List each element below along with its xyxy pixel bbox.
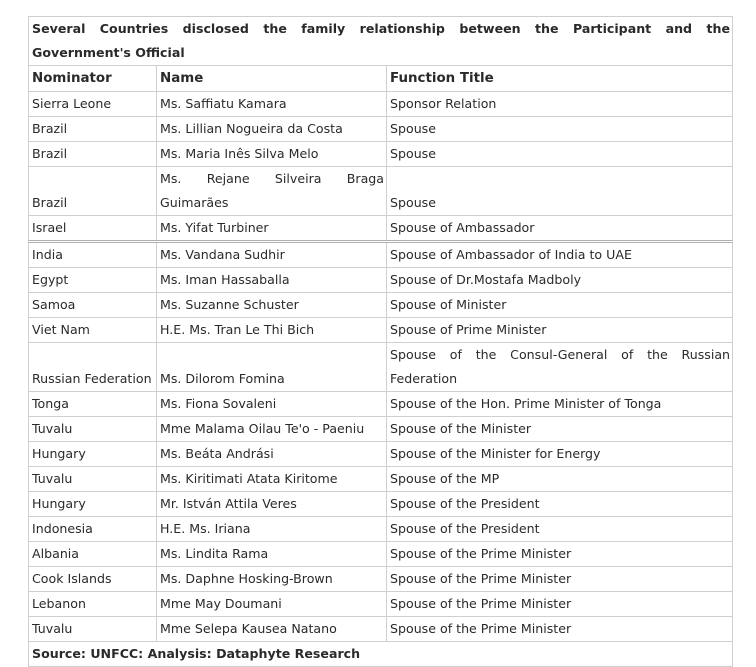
function-title-cell: Spouse — [387, 117, 733, 142]
function-title-cell: Spouse of the Minister for Energy — [387, 442, 733, 467]
function-title-cell: Spouse of the Minister — [387, 417, 733, 442]
nominator-cell: Egypt — [29, 268, 157, 293]
nominator-cell: Samoa — [29, 293, 157, 318]
name-cell: Ms. Saffiatu Kamara — [157, 92, 387, 117]
nominator-cell: Albania — [29, 542, 157, 567]
name-cell: Ms. Dilorom Fomina — [157, 343, 387, 392]
nominator-cell: Brazil — [29, 117, 157, 142]
name-cell: Ms. Lindita Rama — [157, 542, 387, 567]
table-row — [29, 293, 733, 318]
column-header-nominator: Nominator — [29, 66, 157, 92]
nominator-cell: Tuvalu — [29, 617, 157, 642]
table-source-row — [29, 642, 733, 667]
function-title-cell: Spouse of the Prime Minister — [387, 617, 733, 642]
name-cell: Mme Selepa Kausea Natano — [157, 617, 387, 642]
function-title-cell: Spouse of the Prime Minister — [387, 592, 733, 617]
table-row — [29, 617, 733, 642]
table-row — [29, 567, 733, 592]
name-cell: Mme Malama Oilau Te'o - Paeniu — [157, 417, 387, 442]
table-row — [29, 92, 733, 117]
nominator-cell: Cook Islands — [29, 567, 157, 592]
nominator-cell: Indonesia — [29, 517, 157, 542]
function-title-cell: Spouse of the President — [387, 492, 733, 517]
name-cell: H.E. Ms. Tran Le Thi Bich — [157, 318, 387, 343]
function-title-cell: Spouse — [387, 142, 733, 167]
function-title-cell: Spouse — [387, 167, 733, 216]
nominator-cell: Tonga — [29, 392, 157, 417]
name-cell: Ms. Maria Inês Silva Melo — [157, 142, 387, 167]
source-note: Source: UNFCC: Analysis: Dataphyte Research — [29, 642, 733, 667]
function-title-cell: Spouse of the Prime Minister — [387, 567, 733, 592]
function-title-cell: Spouse of Minister — [387, 293, 733, 318]
function-title-cell: Sponsor Relation — [387, 92, 733, 117]
nominator-cell: Lebanon — [29, 592, 157, 617]
function-title-cell: Spouse of Prime Minister — [387, 318, 733, 343]
table-row — [29, 542, 733, 567]
function-title-cell: Spouse of the President — [387, 517, 733, 542]
name-cell: Ms. Beáta Andrási — [157, 442, 387, 467]
function-title-cell: Spouse of Ambassador of India to UAE — [387, 242, 733, 268]
nominator-cell: Tuvalu — [29, 417, 157, 442]
table-row — [29, 492, 733, 517]
function-title-cell: Spouse of the Prime Minister — [387, 542, 733, 567]
table-row — [29, 592, 733, 617]
name-cell: H.E. Ms. Iriana — [157, 517, 387, 542]
table-row — [29, 216, 733, 242]
table-row — [29, 442, 733, 467]
table-row — [29, 343, 733, 392]
column-header-function-title: Function Title — [387, 66, 733, 92]
nominator-cell: Tuvalu — [29, 467, 157, 492]
name-cell: Mr. István Attila Veres — [157, 492, 387, 517]
table-title: Several Countries disclosed the family relationship between the Participant and the Government's Official — [29, 17, 733, 66]
table-row — [29, 117, 733, 142]
table-row — [29, 467, 733, 492]
disclosure-table — [28, 16, 733, 667]
nominator-cell: Brazil — [29, 142, 157, 167]
function-title-cell: Spouse of the Consul-General of the Russian Federation — [387, 343, 733, 392]
name-cell: Ms. Kiritimati Atata Kiritome — [157, 467, 387, 492]
table-row — [29, 318, 733, 343]
name-cell: Ms. Vandana Sudhir — [157, 242, 387, 268]
function-title-cell: Spouse of Ambassador — [387, 216, 733, 242]
column-header-name: Name — [157, 66, 387, 92]
table-row — [29, 242, 733, 268]
name-cell: Ms. Daphne Hosking-Brown — [157, 567, 387, 592]
nominator-cell: Hungary — [29, 442, 157, 467]
function-title-cell: Spouse of the MP — [387, 467, 733, 492]
nominator-cell: Brazil — [29, 167, 157, 216]
table-row — [29, 167, 733, 216]
name-cell: Ms. Suzanne Schuster — [157, 293, 387, 318]
table-row — [29, 392, 733, 417]
name-cell: Ms. Rejane Silveira Braga Guimarães — [157, 167, 387, 216]
function-title-cell: Spouse of Dr.Mostafa Madboly — [387, 268, 733, 293]
nominator-cell: Israel — [29, 216, 157, 242]
table-title-row — [29, 17, 733, 66]
nominator-cell: Russian Federation — [29, 343, 157, 392]
function-title-cell: Spouse of the Hon. Prime Minister of Tonga — [387, 392, 733, 417]
table-row — [29, 417, 733, 442]
nominator-cell: Viet Nam — [29, 318, 157, 343]
nominator-cell: Sierra Leone — [29, 92, 157, 117]
nominator-cell: Hungary — [29, 492, 157, 517]
name-cell: Ms. Iman Hassaballa — [157, 268, 387, 293]
nominator-cell: India — [29, 242, 157, 268]
table-row — [29, 268, 733, 293]
name-cell: Mme May Doumani — [157, 592, 387, 617]
table-header-row — [29, 66, 733, 92]
name-cell: Ms. Yifat Turbiner — [157, 216, 387, 242]
table-row — [29, 142, 733, 167]
name-cell: Ms. Fiona Sovaleni — [157, 392, 387, 417]
table-row — [29, 517, 733, 542]
name-cell: Ms. Lillian Nogueira da Costa — [157, 117, 387, 142]
